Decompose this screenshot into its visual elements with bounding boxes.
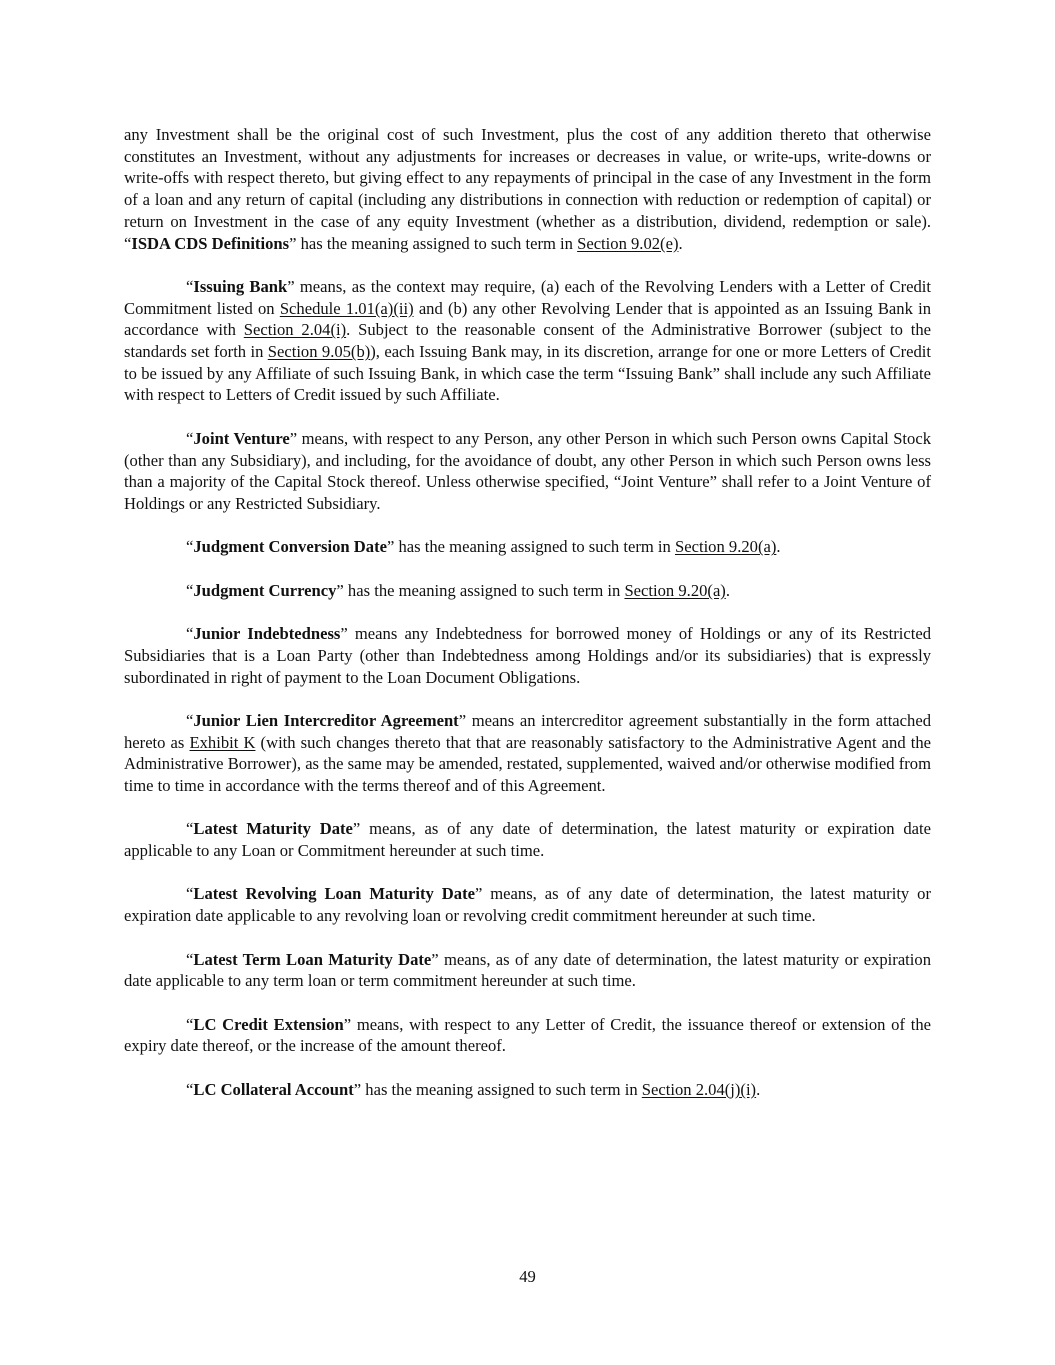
body-text: ” means, as of any date of determination, the latest maturity or expiration date applicable to any revolving loan or revolving credit commitment hereunder at such time. bbox=[124, 884, 931, 926]
document-page bbox=[124, 124, 931, 1122]
definition-paragraph bbox=[124, 428, 931, 515]
body-text: ” means any Indebtedness for borrowed money of Holdings or any of its Restricted Subsidiaries that is a Loan Party (other than Indebtedness among Holdings and/or its subsidiaries) that is expressly subordinated in right of payment to the Loan Document Obligations. bbox=[124, 624, 931, 687]
body-text: ” has the meaning assigned to such term in bbox=[353, 1079, 642, 1099]
defined-term: Issuing Bank bbox=[193, 276, 288, 296]
body-text: . bbox=[678, 233, 683, 253]
body-text: “ bbox=[186, 884, 194, 904]
body-text: “ bbox=[186, 710, 194, 730]
cross-reference-link[interactable]: Exhibit K bbox=[189, 732, 256, 752]
definition-paragraph bbox=[124, 818, 931, 861]
body-text: ” means, as the context may require, (a) each of the Revolving Lenders with a Letter of Credit Commitment listed on bbox=[124, 276, 931, 318]
body-text: ), each Issuing Bank may, in its discretion, arrange for one or more Letters of Credit to be issued by any Affiliate of such Issuing Bank, in which case the term “Issuing Bank” shall include any such Affiliate with respect to Letters of Credit issued by such Affiliate. bbox=[124, 342, 931, 405]
defined-term: Joint Venture bbox=[193, 428, 290, 448]
definition-paragraph bbox=[124, 580, 931, 602]
body-text: . bbox=[756, 1079, 761, 1099]
body-text: . bbox=[776, 537, 781, 557]
defined-term: Judgment Currency bbox=[193, 580, 337, 600]
body-text: ” means, with respect to any Letter of Credit, the issuance thereof or extension of the expiry date thereof, or the increase of the amount thereof. bbox=[124, 1014, 931, 1056]
page-number: 49 bbox=[519, 1267, 536, 1286]
body-text: ” has the meaning assigned to such term in bbox=[336, 580, 625, 600]
definition-paragraph bbox=[124, 1079, 931, 1101]
continuation-paragraph bbox=[124, 124, 931, 254]
body-text: “ bbox=[186, 428, 194, 448]
cross-reference-link[interactable]: Section 2.04(i) bbox=[243, 320, 347, 340]
body-text: ” has the meaning assigned to such term in bbox=[289, 233, 578, 253]
body-text: ” means, as of any date of determination, the latest maturity or expiration date applicable to any term loan or term commitment hereunder at such time. bbox=[124, 949, 931, 991]
definition-paragraph bbox=[124, 883, 931, 926]
definition-paragraph bbox=[124, 1014, 931, 1057]
body-text: any Investment shall be the original cost of such Investment, plus the cost of any addition thereto that otherwise constitutes an Investment, without any adjustments for increases or decreases in value, or write-ups, write-downs or write-offs with respect thereto, but giving effect to any repayments of principal in the case of any Investment in the form of a loan and any return of capital (including any distributions in connection with reduction or redemption of capital) or return on Investment in the case of any equity Investment (whether as a distribution, dividend, redemption or sale). “ bbox=[124, 125, 931, 253]
body-text: ” means an intercreditor agreement substantially in the form attached hereto as bbox=[124, 710, 931, 752]
definition-paragraph bbox=[124, 710, 931, 797]
body-text: “ bbox=[186, 949, 194, 969]
defined-term: Junior Lien Intercreditor Agreement bbox=[193, 710, 459, 730]
cross-reference-link[interactable]: Section 9.20(a) bbox=[675, 537, 777, 557]
defined-term: Judgment Conversion Date bbox=[193, 537, 387, 557]
cross-reference-link[interactable]: Section 2.04(j)(i) bbox=[641, 1079, 757, 1099]
defined-term: Latest Maturity Date bbox=[193, 819, 353, 839]
defined-term: ISDA CDS Definitions bbox=[131, 233, 290, 253]
body-text: ” has the meaning assigned to such term in bbox=[386, 537, 675, 557]
body-text: . Subject to the reasonable consent of the Administrative Borrower (subject to the standards set forth in bbox=[124, 320, 931, 362]
defined-term: LC Collateral Account bbox=[193, 1079, 354, 1099]
defined-term: Latest Term Loan Maturity Date bbox=[193, 949, 432, 969]
cross-reference-link[interactable]: Schedule 1.01(a)(ii) bbox=[279, 298, 414, 318]
definition-paragraph bbox=[124, 949, 931, 992]
body-text: “ bbox=[186, 1014, 194, 1034]
body-text: “ bbox=[186, 537, 194, 557]
body-text: (with such changes thereto that that are reasonably satisfactory to the Administrative Agent and the Administrative Borrower), as the same may be amended, restated, supplemented, waived and/or otherwise modified from time to time in accordance with the terms thereof and of this Agreement. bbox=[124, 732, 931, 795]
definition-paragraph bbox=[124, 623, 931, 688]
cross-reference-link[interactable]: Section 9.05(b) bbox=[267, 342, 371, 362]
body-text: ” means, as of any date of determination, the latest maturity or expiration date applicable to any Loan or Commitment hereunder at such time. bbox=[124, 819, 931, 861]
body-text: . bbox=[725, 580, 730, 600]
body-text: “ bbox=[186, 276, 194, 296]
cross-reference-link[interactable]: Section 9.02(e) bbox=[577, 233, 679, 253]
cross-reference-link[interactable]: Section 9.20(a) bbox=[624, 580, 726, 600]
definition-paragraph bbox=[124, 276, 931, 406]
defined-term: LC Credit Extension bbox=[193, 1014, 344, 1034]
body-text: “ bbox=[186, 580, 194, 600]
defined-term: Latest Revolving Loan Maturity Date bbox=[193, 884, 475, 904]
body-text: and (b) any other Revolving Lender that is appointed as an Issuing Bank in accordance with bbox=[124, 298, 931, 340]
body-text: ” means, with respect to any Person, any other Person in which such Person owns Capital Stock (other than any Subsidiary), and including, for the avoidance of doubt, any other Person in which such Person owns less than a majority of the Capital Stock thereof. Unless otherwise specified, “Joint Venture” shall refer to a Joint Venture of Holdings or any Restricted Subsidiary. bbox=[124, 428, 931, 513]
body-text: “ bbox=[186, 1079, 194, 1099]
body-text: “ bbox=[186, 624, 194, 644]
body-text: “ bbox=[186, 819, 194, 839]
definition-paragraph bbox=[124, 536, 931, 558]
defined-term: Junior Indebtedness bbox=[193, 624, 341, 644]
